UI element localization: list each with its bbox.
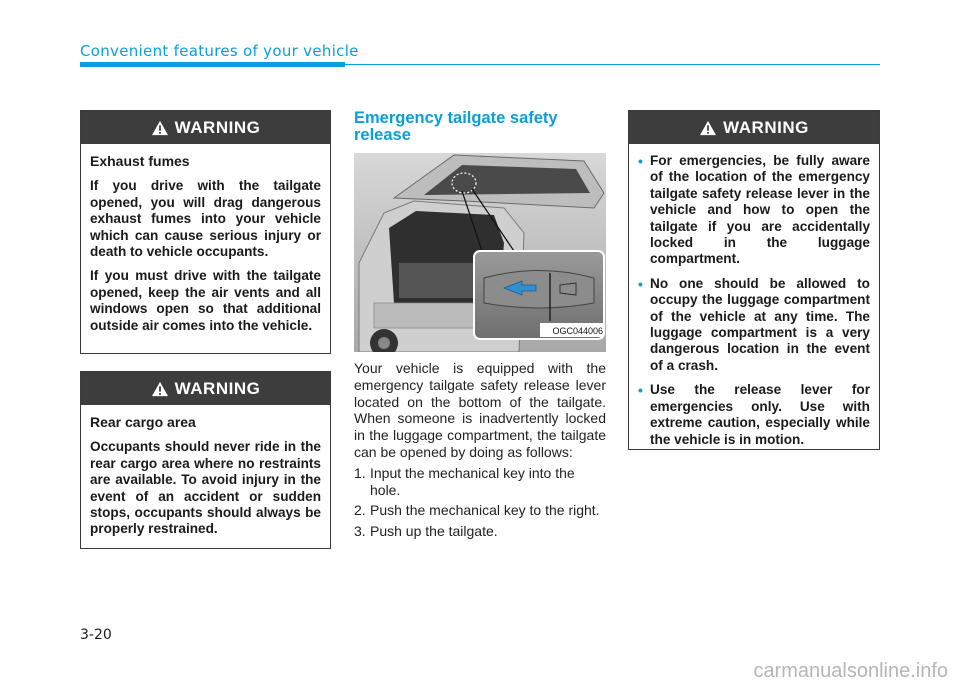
header-rule (345, 64, 880, 65)
section-header-title: Convenient features of your vehicle (80, 42, 359, 60)
warning-box-emergency (628, 110, 880, 450)
warning-triangle-icon (699, 120, 717, 136)
steps-list (354, 465, 606, 540)
warning-box-exhaust (80, 110, 331, 354)
list-item: • For emergencies, be fully aware of the location of the emergency tailgate safety release lever in the vehicle and how to open the tailgate if you are accidentally locked in the luggage compartment. (638, 153, 870, 267)
watermark: carmanualsonline.info (753, 660, 948, 682)
warning-subtitle: Exhaust fumes (90, 153, 190, 169)
list-item: 1. Input the mechanical key into the hole. (354, 464, 575, 498)
warning-triangle-icon (151, 120, 169, 136)
intro-paragraph: Your vehicle is equipped with the emergency tailgate safety release lever located on the bottom of the tailgate. When someone is inadvertently locked in the luggage compartment, the tailgate can be opened by doing as follows: (354, 360, 606, 460)
warning-box-cargo (80, 371, 331, 549)
instructions (354, 360, 606, 544)
page-number: 3-20 (80, 627, 112, 643)
header-accent-bar (80, 62, 345, 67)
warning-paragraph: If you must drive with the tailgate opened, keep the air vents and all windows open so that additional outside air comes into the vehicle. (90, 268, 321, 333)
warning-paragraph: If you drive with the tailgate opened, you will drag dangerous exhaust fumes into your vehicle which can cause serious injury or death to vehicle occupants. (90, 178, 321, 260)
warning-bullets (638, 153, 870, 448)
section-title: Emergency tailgate safety release (354, 109, 558, 144)
tailgate-release-illustration (354, 153, 606, 352)
warning-triangle-icon (151, 381, 169, 397)
warning-label: WARNING (174, 117, 261, 137)
warning-header (81, 111, 330, 144)
list-item: • Use the release lever for emergencies only. Use with extreme caution, especially while the vehicle is in motion. (638, 382, 870, 447)
list-item: • No one should be allowed to occupy the luggage compartment of the vehicle at any time. The luggage compartment is a very dangerous location in the event of a crash. (638, 275, 870, 373)
list-item: 2. Push the mechanical key to the right. (354, 502, 600, 519)
warning-paragraph: Occupants should never ride in the rear cargo area where no restraints are available. To avoid injury in the event of an accident or sudden stops, occupants should always be properly restrained. (90, 439, 321, 537)
warning-header (629, 111, 879, 144)
list-item: 3. Push up the tailgate. (354, 523, 498, 540)
warning-header (81, 372, 330, 405)
warning-subtitle: Rear cargo area (90, 414, 196, 430)
warning-label: WARNING (723, 117, 809, 137)
warning-label: WARNING (174, 378, 261, 398)
figure-code: OGC044006 (552, 326, 603, 336)
